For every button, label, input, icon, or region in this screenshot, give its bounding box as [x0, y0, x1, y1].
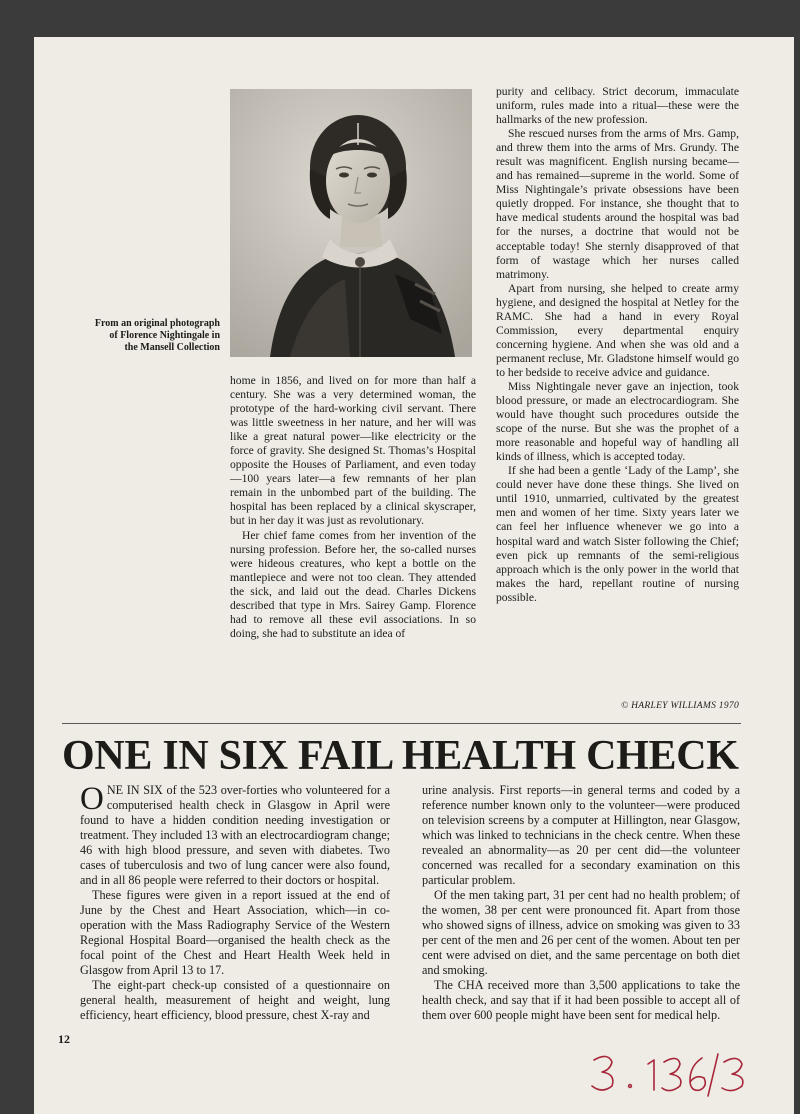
paragraph: home in 1856, and lived on for more than half a century. She was a very determined woman, the prototype of the hard-working civil servant. There was little sweetness in her nature, and her will was like a great natural power—like electricity or the force of gravity. She designed St. Thomas’s Hospital opposite the Houses of Parliament, and even today—100 years later—a few remnants of her plan remain in the unbombed part of the building. The hospital has been replaced by a clinical skyscraper, but in her day it was just as revolutionary. [230, 374, 476, 528]
photo-caption [60, 318, 220, 354]
paragraph: She rescued nurses from the arms of Mrs. Gamp, and threw them into the arms of Mrs. Grundy. The result was magnificent. English nursing became—and has remained—supreme in the world. Some of Miss Nightingale’s private obsessions have been quietly dropped. For instance, she thought that to have medical students around the hospital was bad for the nurses, a doctrine that would not be acceptable today! She sternly disapproved of that form of wastage which her nurses called matrimony. [496, 127, 739, 281]
caption-line: From an original photograph [94, 318, 220, 329]
article-column-right [422, 783, 740, 1023]
paragraph: Apart from nursing, she helped to create army hygiene, and designed the hospital at Netley for the RAMC. She had a hand in every Royal Commission, every departmental enquiry concerning hygiene. And when she was old and a permanent recluse, Mr. Gladstone himself would go to her bedside to receive advice and guidance. [496, 281, 739, 379]
paragraph: Of the men taking part, 31 per cent had no health problem; of the women, 38 per cent were pronounced fit. Apart from those who showed signs of illness, advice on smoking was given to 33 per cent of the men and 26 per cent of the women. About ten per cent were advised on diet, and the same percentage on both diet and smoking. [422, 888, 740, 977]
article-column-left [80, 783, 390, 1023]
divider [62, 723, 741, 724]
lead-text: NE IN SIX of the 523 over-forties who volunteered for a computerised health check in Glasgow in April were found to have a hidden condition needing investigation or treatment. They included 13 with an electrocardiogram change; 46 with high blood pressure, and seven with diabetes. Two cases of tuberculosis and two of lung cancer were also found, and in all 86 people were referred to their doctors or hospital. [80, 783, 390, 887]
copyright-credit: © HARLEY WILLIAMS 1970 [620, 701, 739, 711]
paragraph: purity and celibacy. Strict decorum, immaculate uniform, rules made into a ritual—these were the hallmarks of the new profession. [496, 85, 739, 127]
paragraph: The eight-part check-up consisted of a questionnaire on general health, measurement of height and weight, lung efficiency, heart efficiency, blood pressure, chest X-ray and [80, 978, 390, 1022]
portrait-photo [230, 89, 472, 357]
florence-nightingale-portrait [230, 89, 472, 357]
paragraph: If she had been a gentle ‘Lady of the Lamp’, she could never have done these things. She lived on until 1910, unmarried, cultivated by the greatest men and women of her time. Sixty years later we can feel her influence whenever we go into a hospital ward and watch Sister following the Chief; even pick up remnants of the semi-religious approach which is the only power in the world that makes the hard, repellant routine of nursing possible. [496, 464, 739, 604]
page-number: 12 [58, 1032, 70, 1046]
handwritten-reference [590, 1050, 750, 1100]
paragraph: Miss Nightingale never gave an injection, took blood pressure, or made an electrocardiogram. She would have thought such procedures outside the scope of the nurse. But she was the prophet of a more reasonable and hopeful way of handling all kinds of illness, which is accepted today. [496, 379, 739, 464]
paragraph: These figures were given in a report issued at the end of June by the Chest and Heart Association, which—in co-operation with the Mass Radiography Service of the Western Regional Hospital Board—organised the health check as the focal point of the Chest and Heart Health Week held in Glasgow from April 13 to 17. [80, 888, 390, 977]
paragraph: urine analysis. First reports—in general terms and coded by a reference number known only to the volunteer—were produced on television screens by a computer at Hillington, near Glasgow, which was linked to technicians in the check centre. When these revealed an abnormality—as 20 per cent did—the volunteer concerned was recalled for a secondary examination on this particular problem. [422, 783, 740, 887]
paragraph: Her chief fame comes from her invention of the nursing profession. Before her, the so-called nurses were hideous creatures, who kept a bottle on the mantlepiece and were not too clean. They attended the sick, and laid out the dead. Charles Dickens described that type in Mrs. Sairey Gamp. Florence had to remove all these evil associations. In so doing, she had to substitute an idea of [230, 528, 476, 640]
paragraph: The CHA received more than 3,500 applications to take the health check, and say that if it had been possible to accept all of them over 600 people might have been sent for medical help. [422, 978, 740, 1022]
caption-line: of Florence Nightingale in [109, 330, 220, 341]
drop-cap: O [80, 781, 104, 817]
caption-line: the Mansell Collection [124, 342, 220, 353]
article-headline: ONE IN SIX FAIL HEALTH CHECK [62, 733, 739, 779]
lead-paragraph [80, 783, 390, 888]
column-middle [230, 374, 476, 641]
column-right [496, 85, 739, 605]
